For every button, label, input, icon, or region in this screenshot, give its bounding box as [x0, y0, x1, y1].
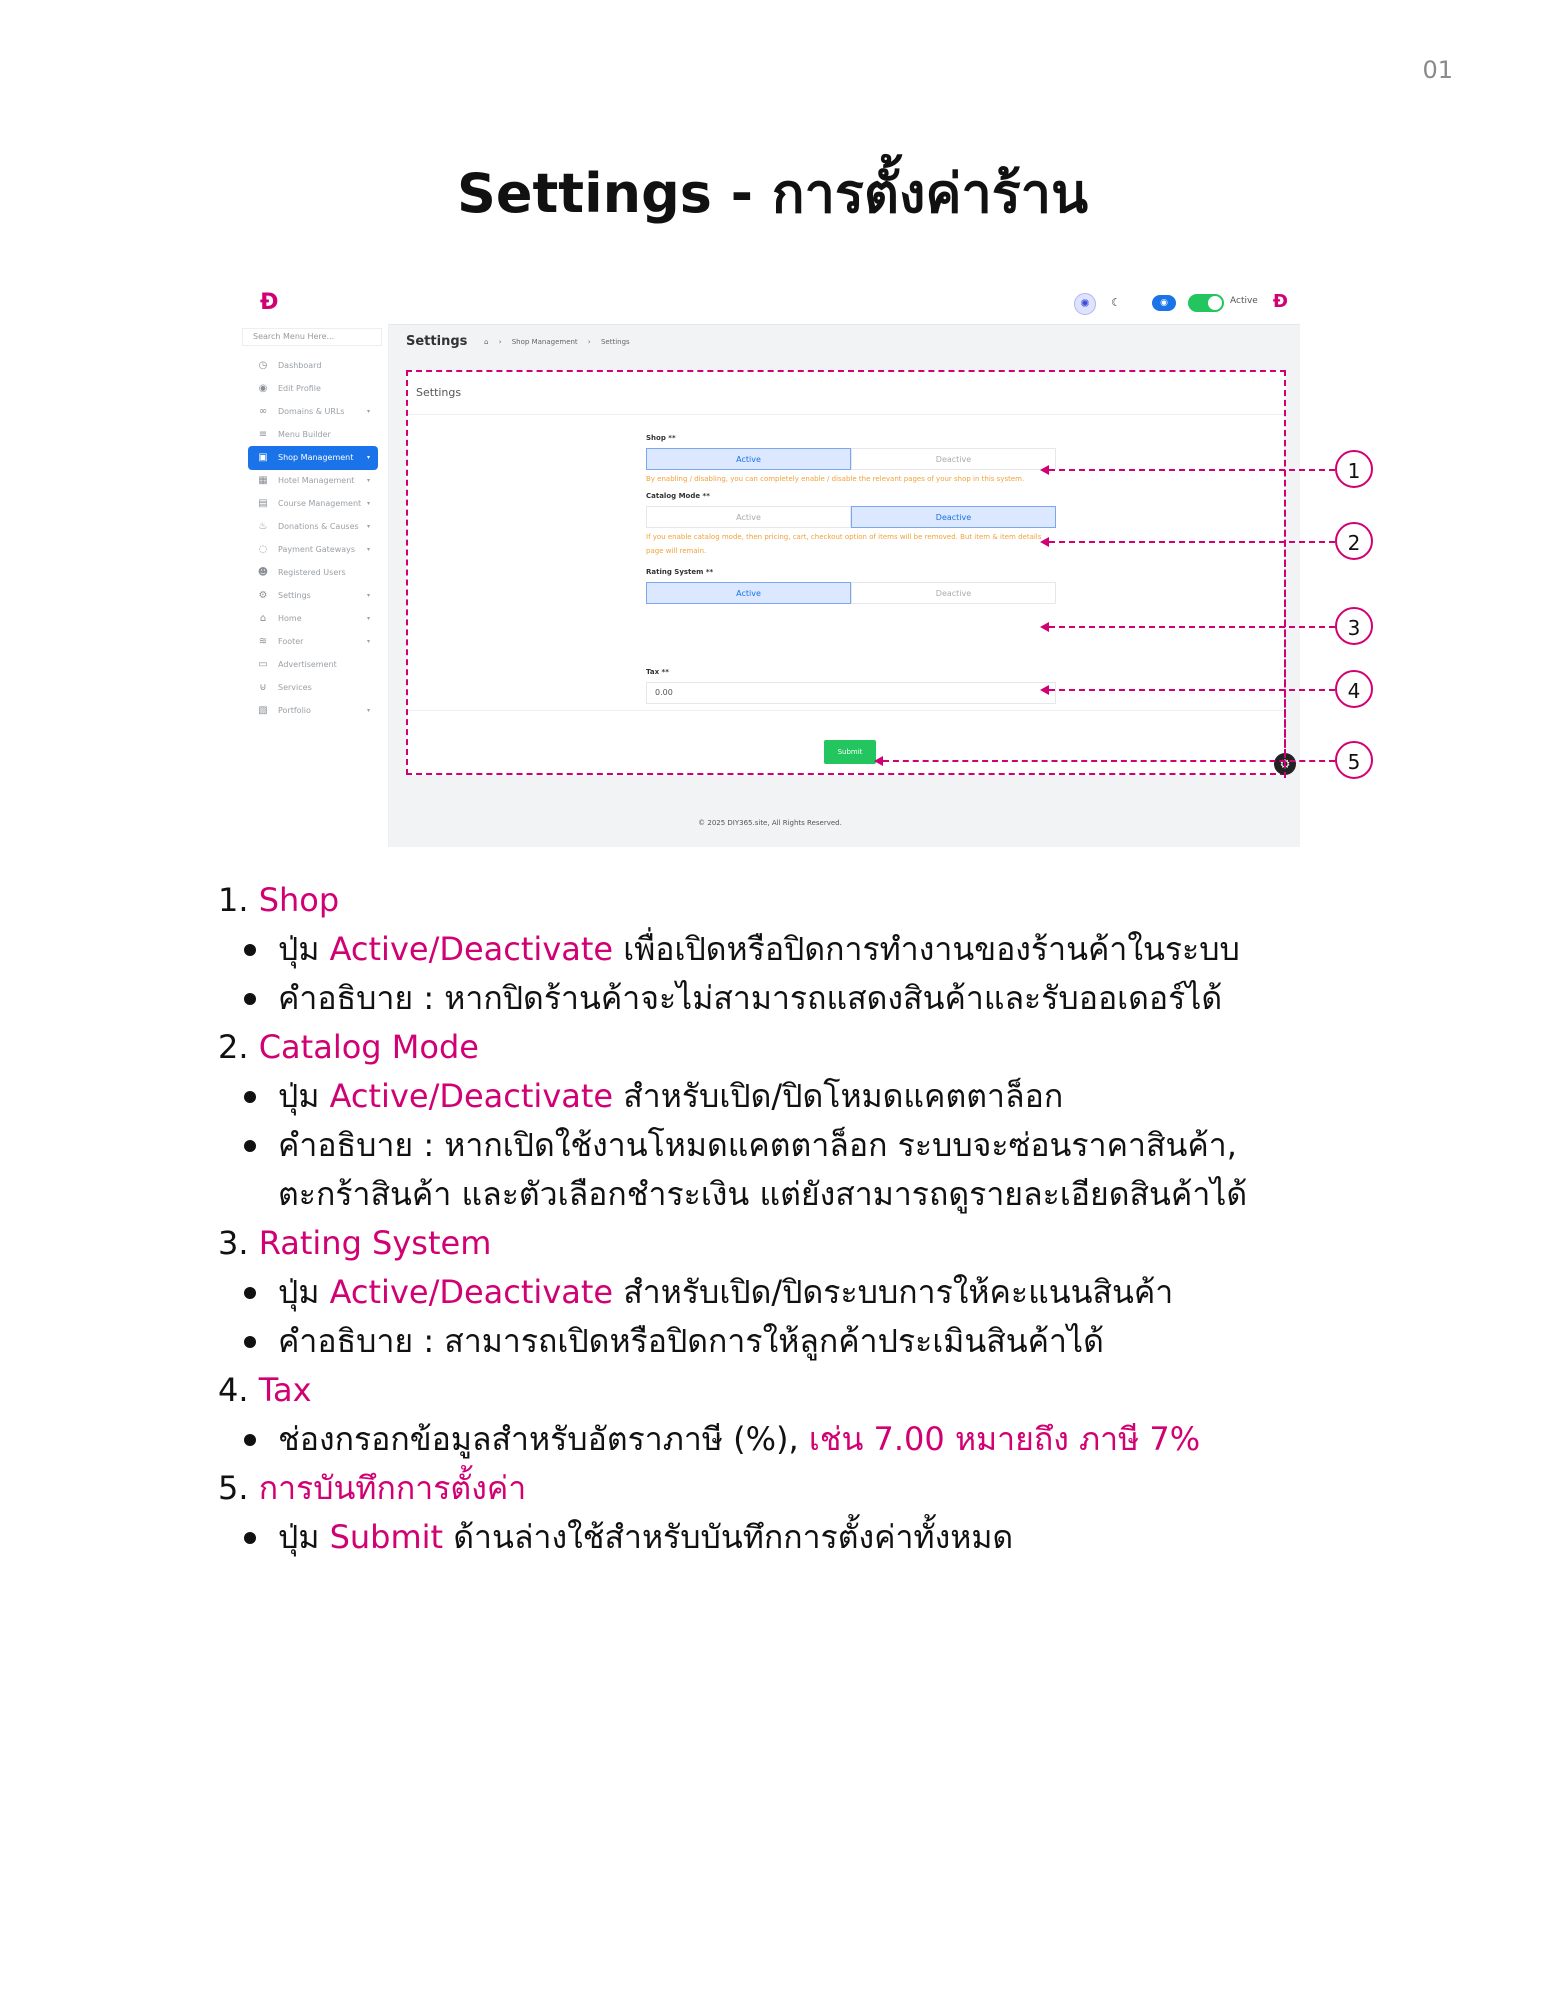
item-number: 3. [218, 1224, 249, 1262]
sidebar-item-domains-urls[interactable] [248, 400, 378, 424]
catalog-deactive-option[interactable]: Deactive [851, 506, 1056, 528]
rating-active-option[interactable]: Active [646, 582, 851, 604]
settings-screenshot [240, 282, 1300, 847]
sidebar-item-edit-profile[interactable] [248, 377, 378, 401]
bullet-accent: เช่น 7.00 หมายถึง ภาษี 7% [808, 1420, 1201, 1458]
item-number: 5. [218, 1469, 249, 1507]
settings-float-icon[interactable]: ⚙ [1274, 753, 1296, 775]
bullet-text: ปุ่ม [278, 930, 320, 968]
sidebar-item-services[interactable] [248, 676, 378, 700]
breadcrumb-separator: › [587, 338, 591, 346]
callout-arrow-1 [1040, 465, 1049, 475]
sidebar-item-advertisement[interactable] [248, 653, 378, 677]
bullet [218, 1268, 1328, 1317]
callout-1: 1 [1335, 450, 1373, 488]
rating-system-label: Rating System ** [646, 568, 714, 576]
bullet-text: ช่องกรอกข้อมูลสำหรับอัตราภาษี (%), [278, 1420, 799, 1458]
chevron-down-icon: ▾ [366, 477, 370, 484]
chevron-down-icon: ▾ [366, 546, 370, 553]
bullet-text: สำหรับเปิด/ปิดโหมดแคตตาล็อก [623, 1077, 1064, 1115]
shop-hint: By enabling / disabling, you can completely enable / disable the relevant pages of your shop in this system. [646, 475, 1025, 483]
sidebar-item-label: Dashboard [278, 361, 322, 370]
profile-icon: ◉ [258, 383, 268, 394]
item-title: Catalog Mode [258, 1028, 479, 1066]
dark-mode-icon[interactable]: ☾ [1106, 293, 1126, 313]
sidebar-item-label: Settings [278, 591, 311, 600]
sidebar-item-label: Footer [278, 637, 304, 646]
sidebar-item-menu-builder[interactable] [248, 423, 378, 447]
toggle-knob [1208, 296, 1222, 310]
submit-button[interactable]: Submit [824, 740, 876, 764]
callout-line-2 [1049, 541, 1335, 543]
page-title: Settings [406, 334, 468, 349]
item-number: 4. [218, 1371, 249, 1409]
light-mode-icon[interactable]: ✺ [1074, 293, 1096, 315]
sidebar-item-footer[interactable] [248, 630, 378, 654]
item-number: 2. [218, 1028, 249, 1066]
chevron-down-icon: ▾ [366, 408, 370, 415]
chevron-down-icon: ▾ [366, 500, 370, 507]
breadcrumb [484, 338, 638, 346]
sidebar-item-label: Home [278, 614, 302, 623]
status-toggle[interactable] [1188, 294, 1224, 312]
user-avatar-icon[interactable]: Ɖ [1272, 291, 1288, 312]
sidebar-item-portfolio[interactable] [248, 699, 378, 723]
explanation-list [218, 876, 1328, 1562]
catalog-hint-line2: page will remain. [646, 547, 707, 555]
services-icon: ⊍ [259, 682, 267, 693]
document-title: Settings - การตั้งค่าร้าน [456, 162, 1089, 225]
footer-icon: ≋ [258, 636, 268, 647]
gear-icon: ⚙ [258, 590, 268, 601]
sidebar-item-settings[interactable] [248, 584, 378, 608]
sidebar-item-label: Hotel Management [278, 476, 355, 485]
bullet [218, 1415, 1328, 1464]
sidebar-item-label: Donations & Causes [278, 522, 359, 531]
bullet-text: ตะกร้าสินค้า และตัวเลือกชำระเงิน แต่ยังสามารถดูรายละเอียดสินค้าได้ [278, 1175, 1248, 1213]
bullet-accent: Submit [329, 1518, 444, 1556]
bullet-text: ด้านล่างใช้สำหรับบันทึกการตั้งค่าทั้งหมด [453, 1518, 1014, 1556]
sidebar-item-label: Edit Profile [278, 384, 321, 393]
sidebar-item-label: Advertisement [278, 660, 337, 669]
callout-5: 5 [1335, 741, 1373, 779]
catalog-mode-label: Catalog Mode ** [646, 492, 710, 500]
bullet [218, 974, 1328, 1023]
bullet [218, 1121, 1328, 1219]
shop-deactive-option[interactable]: Deactive [851, 448, 1056, 470]
catalog-active-option[interactable]: Active [646, 506, 851, 528]
sidebar-item-label: Services [278, 683, 312, 692]
list-item-catalog-mode [218, 1023, 1328, 1072]
shop-label: Shop ** [646, 434, 676, 442]
breadcrumb-shop-management[interactable]: Shop Management [511, 338, 578, 346]
sidebar [240, 324, 389, 847]
catalog-hint-line1: If you enable catalog mode, then pricing, cart, checkout option of items will be removed. But item & item details [646, 533, 1042, 541]
portfolio-icon: ▧ [258, 705, 268, 716]
sidebar-item-shop-management[interactable] [248, 446, 378, 470]
hotel-icon: ▦ [258, 475, 268, 486]
callout-arrow-3 [1040, 622, 1049, 632]
chevron-down-icon: ▾ [366, 615, 370, 622]
sidebar-item-payment-gateways[interactable] [248, 538, 378, 562]
list-item-shop [218, 876, 1328, 925]
page-number: 01 [1422, 56, 1453, 84]
dashboard-icon: ◷ [258, 360, 268, 371]
menu-icon: ≡ [258, 429, 268, 440]
sidebar-item-label: Domains & URLs [278, 407, 345, 416]
sidebar-item-hotel-management[interactable] [248, 469, 378, 493]
bullet-text: คำอธิบาย : สามารถเปิดหรือปิดการให้ลูกค้าประเมินสินค้าได้ [278, 1322, 1104, 1360]
sidebar-item-label: Payment Gateways [278, 545, 356, 554]
brand-logo-icon[interactable]: Ɖ [260, 290, 279, 315]
view-site-icon[interactable]: ◉ [1152, 295, 1176, 311]
item-title: Tax [258, 1371, 312, 1409]
bullet-text: สำหรับเปิด/ปิดระบบการให้คะแนนสินค้า [623, 1273, 1174, 1311]
shop-icon: ▣ [258, 452, 268, 463]
rating-deactive-option[interactable]: Deactive [851, 582, 1056, 604]
bullet [218, 925, 1328, 974]
link-icon: ∞ [258, 406, 268, 417]
bullet-accent: Active/Deactivate [329, 1273, 614, 1311]
list-item-save-settings [218, 1464, 1328, 1513]
sidebar-search-input[interactable]: Search Menu Here... [242, 328, 382, 346]
callout-line-1 [1049, 469, 1335, 471]
list-item-tax [218, 1366, 1328, 1415]
item-number: 1. [218, 881, 249, 919]
chevron-down-icon: ▾ [366, 707, 370, 714]
topbar [240, 282, 1300, 325]
bullet-text: คำอธิบาย : หากปิดร้านค้าจะไม่สามารถแสดงสินค้าและรับออเดอร์ได้ [278, 979, 1223, 1017]
tax-label: Tax ** [646, 668, 669, 676]
callout-arrow-2 [1040, 537, 1049, 547]
item-title: Rating System [258, 1224, 492, 1262]
callout-line-3 [1049, 626, 1335, 628]
card-title: Settings [416, 386, 462, 399]
item-title: การบันทึกการตั้งค่า [258, 1469, 527, 1507]
donation-icon: ♨ [258, 521, 268, 532]
sidebar-item-label: Shop Management [278, 453, 354, 462]
bullet-accent: Active/Deactivate [329, 930, 614, 968]
callout-2: 2 [1335, 522, 1373, 560]
chevron-down-icon: ▾ [366, 638, 370, 645]
sidebar-item-label: Menu Builder [278, 430, 331, 439]
home-icon[interactable]: ⌂ [484, 338, 489, 346]
status-toggle-label: Active [1230, 296, 1258, 306]
callout-line-4 [1049, 689, 1335, 691]
ad-icon: ▭ [258, 659, 268, 670]
callout-line-5 [883, 760, 1335, 762]
breadcrumb-separator: › [498, 338, 502, 346]
sidebar-item-registered-users[interactable] [248, 561, 378, 585]
home-icon: ⌂ [259, 613, 267, 624]
bullet [218, 1513, 1328, 1562]
bullet-text: ปุ่ม [278, 1077, 320, 1115]
list-item-rating-system [218, 1219, 1328, 1268]
book-icon: ▤ [258, 498, 268, 509]
bullet-text: ปุ่ม [278, 1273, 320, 1311]
callout-arrow-5 [874, 756, 883, 766]
chevron-down-icon: ▾ [366, 592, 370, 599]
payment-icon: ◌ [258, 544, 268, 555]
bullet [218, 1072, 1328, 1121]
bullet-text: คำอธิบาย : หากเปิดใช้งานโหมดแคตตาล็อก ระบบจะซ่อนราคาสินค้า, [278, 1126, 1237, 1164]
bullet-text: เพื่อเปิดหรือปิดการทำงานของร้านค้าในระบบ [623, 930, 1240, 968]
sidebar-item-label: Registered Users [278, 568, 346, 577]
tax-input[interactable]: 0.00 [646, 682, 1056, 704]
breadcrumb-settings: Settings [600, 338, 630, 346]
sidebar-item-donations-causes[interactable] [248, 515, 378, 539]
copyright-text: © 2025 DIY365.site, All Rights Reserved. [698, 819, 842, 827]
sidebar-item-dashboard[interactable] [248, 354, 378, 378]
callout-4: 4 [1335, 670, 1373, 708]
bullet-text: ปุ่ม [278, 1518, 320, 1556]
bullet [218, 1317, 1328, 1366]
sidebar-item-label: Course Management [278, 499, 362, 508]
callout-arrow-4 [1040, 685, 1049, 695]
sidebar-item-course-management[interactable] [248, 492, 378, 516]
shop-active-option[interactable]: Active [646, 448, 851, 470]
bullet-accent: Active/Deactivate [329, 1077, 614, 1115]
chevron-down-icon: ▾ [366, 523, 370, 530]
chevron-down-icon: ▾ [366, 454, 370, 461]
callout-vertical-line [1284, 370, 1286, 778]
highlight-box [406, 370, 1286, 775]
sidebar-item-label: Portfolio [278, 706, 311, 715]
callout-3: 3 [1335, 607, 1373, 645]
users-icon: ☻ [257, 567, 269, 578]
sidebar-item-home[interactable] [248, 607, 378, 631]
item-title: Shop [258, 881, 340, 919]
